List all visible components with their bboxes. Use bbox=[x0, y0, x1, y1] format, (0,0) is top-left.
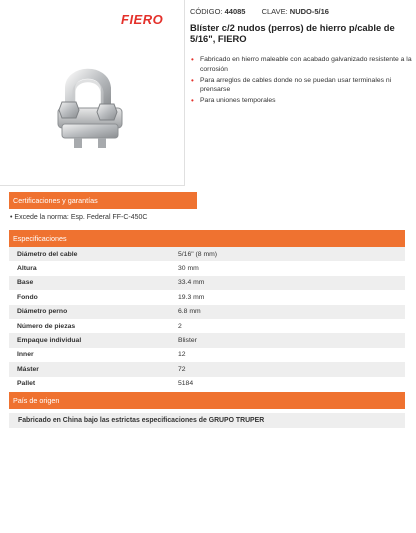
origin-heading: País de origen bbox=[9, 392, 405, 409]
specifications-table bbox=[9, 247, 405, 391]
table-row bbox=[9, 261, 405, 275]
origin-text: Fabricado en China bajo las estrictas especificaciones de GRUPO TRUPER bbox=[9, 413, 405, 428]
product-title: Blíster c/2 nudos (perros) de hierro p/cable de 5/16", FIERO bbox=[190, 22, 395, 44]
spec-key: Máster bbox=[9, 362, 170, 376]
specifications-heading: Especificaciones bbox=[9, 230, 405, 247]
clave-label: CLAVE: bbox=[261, 7, 288, 16]
product-header bbox=[0, 0, 416, 188]
spec-value: 5/16" (8 mm) bbox=[170, 247, 405, 261]
spec-value: 30 mm bbox=[170, 261, 405, 275]
certification-item: • Excede la norma: Esp. Federal FF-C-450C bbox=[10, 214, 148, 221]
spec-value: 6.8 mm bbox=[170, 305, 405, 319]
codigo-value: 44085 bbox=[224, 7, 246, 16]
table-row bbox=[9, 305, 405, 319]
spec-value: 72 bbox=[170, 362, 405, 376]
spec-key: Fondo bbox=[9, 290, 170, 304]
spec-value: 2 bbox=[170, 319, 405, 333]
feature-item: • Fabricado en hierro maleable con acabado galvanizado resistente a la corrosión bbox=[191, 55, 412, 73]
clave-value: NUDO-5/16 bbox=[289, 7, 329, 16]
table-row bbox=[9, 377, 405, 391]
bullet-icon: • bbox=[191, 96, 194, 106]
product-info bbox=[190, 0, 412, 107]
spec-key: Número de piezas bbox=[9, 319, 170, 333]
bullet-icon: • bbox=[191, 75, 194, 85]
spec-key: Empaque individual bbox=[9, 333, 170, 347]
spec-value: 19.3 mm bbox=[170, 290, 405, 304]
feature-item: • Para uniones temporales bbox=[191, 96, 276, 106]
certifications-heading: Certificaciones y garantías bbox=[9, 192, 197, 209]
spec-value: 12 bbox=[170, 348, 405, 362]
spec-value: 5184 bbox=[170, 377, 405, 391]
table-row bbox=[9, 348, 405, 362]
fiero-logo: FIERO bbox=[121, 12, 164, 27]
spec-key: Diámetro del cable bbox=[9, 247, 170, 261]
codigo-label: CÓDIGO: bbox=[190, 7, 223, 16]
spec-key: Pallet bbox=[9, 377, 170, 391]
product-image-panel bbox=[0, 0, 185, 186]
spec-key: Inner bbox=[9, 348, 170, 362]
bullet-icon: • bbox=[191, 55, 194, 64]
table-row bbox=[9, 290, 405, 304]
spec-key: Base bbox=[9, 276, 170, 290]
table-row bbox=[9, 333, 405, 347]
wire-rope-clip-image bbox=[50, 62, 130, 154]
spec-value: Blister bbox=[170, 333, 405, 347]
spec-key: Altura bbox=[9, 261, 170, 275]
feature-list bbox=[190, 55, 412, 106]
spec-key: Diámetro perno bbox=[9, 305, 170, 319]
product-codes bbox=[190, 7, 412, 17]
table-row bbox=[9, 247, 405, 261]
table-row bbox=[9, 276, 405, 290]
feature-item: • Para arreglos de cables donde no se puedan usar terminales ni prensarse bbox=[191, 75, 392, 94]
spec-value: 33.4 mm bbox=[170, 276, 405, 290]
table-row bbox=[9, 319, 405, 333]
table-row bbox=[9, 362, 405, 376]
